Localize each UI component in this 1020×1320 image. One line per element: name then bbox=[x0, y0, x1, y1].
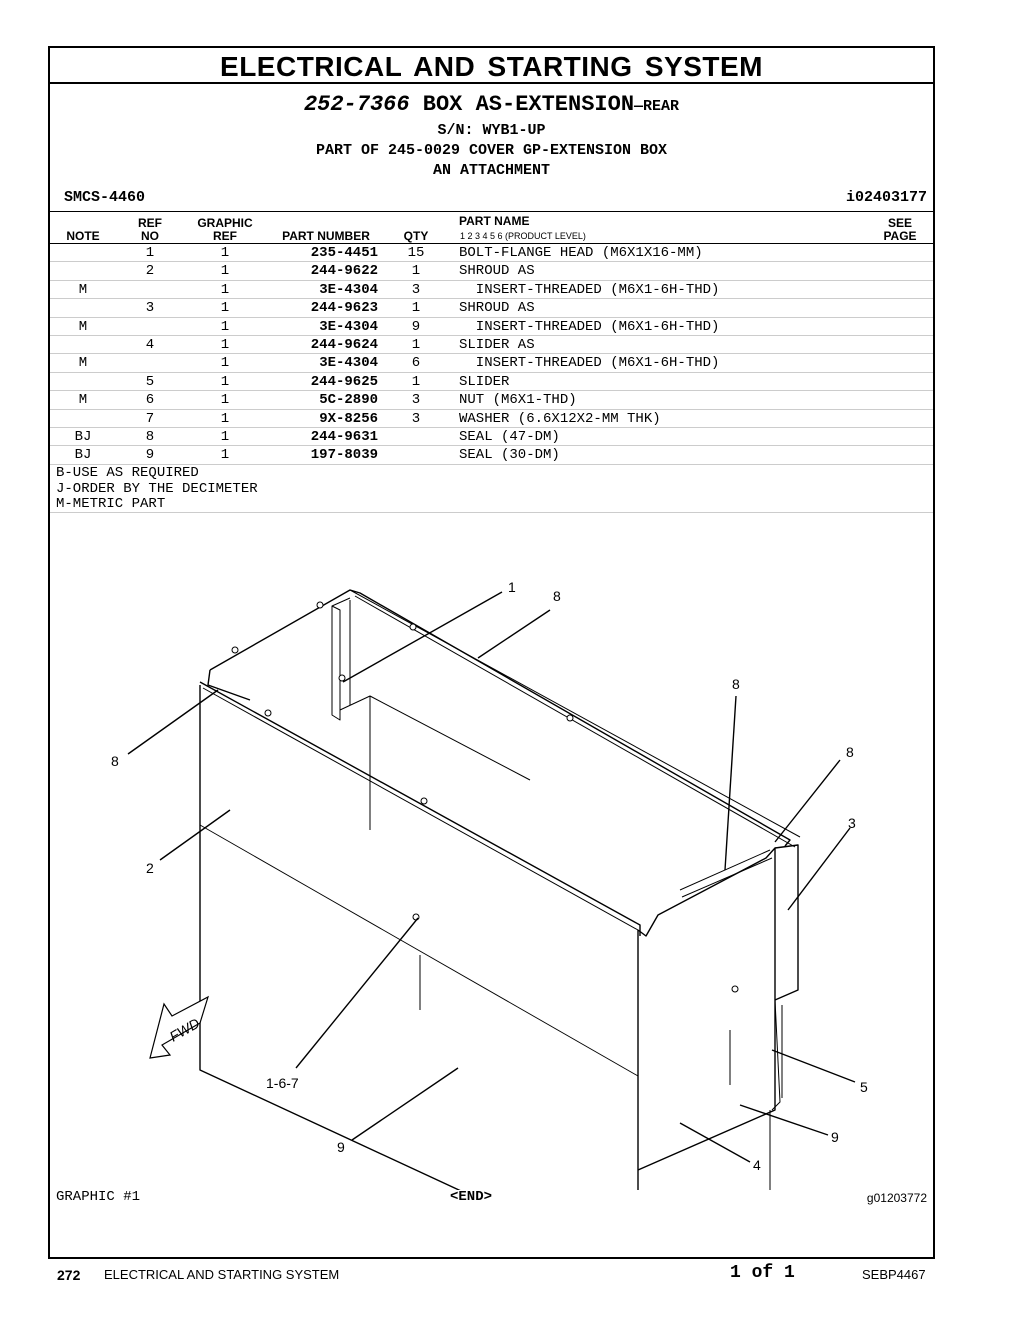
part-name-cell: SLIDER bbox=[459, 373, 510, 390]
qty-cell: 9 bbox=[411, 318, 421, 335]
front-panel-seam bbox=[200, 825, 638, 1076]
graphic-ref-cell: 1 bbox=[220, 410, 230, 427]
bolt-heads bbox=[232, 602, 738, 992]
fwd-label: FWD bbox=[166, 1014, 203, 1045]
inner-divider bbox=[332, 606, 340, 720]
part-name-cell: SHROUD AS bbox=[459, 300, 535, 317]
leader-lines bbox=[128, 592, 855, 1162]
part-number-cell: 5C-2890 bbox=[319, 392, 378, 409]
table-row bbox=[50, 446, 933, 464]
table-row bbox=[50, 373, 933, 391]
part-name-cell: INSERT-THREADED (M6X1-6H-THD) bbox=[459, 281, 720, 298]
callout-1-6-7: 1-6-7 bbox=[266, 1075, 299, 1091]
qty-cell: 15 bbox=[407, 245, 425, 261]
note-cell: M bbox=[78, 355, 88, 372]
part-number-cell: 244-9622 bbox=[310, 263, 378, 280]
graphic-ref-cell: 1 bbox=[220, 373, 230, 390]
graphic-label: GRAPHIC #1 bbox=[56, 1189, 141, 1205]
callout-1: 1 bbox=[508, 579, 516, 595]
note-m: M-METRIC PART bbox=[56, 496, 166, 512]
graphic-ref-cell: 1 bbox=[220, 281, 230, 298]
part-of-line: PART OF 245-0029 COVER GP-EXTENSION BOX bbox=[315, 142, 668, 159]
table-row bbox=[50, 299, 933, 317]
ref-no-cell: 1 bbox=[145, 245, 155, 261]
qty-cell: 3 bbox=[411, 410, 421, 427]
graphic-ref-cell: 1 bbox=[220, 318, 230, 335]
back-rail bbox=[210, 590, 790, 846]
footer-page-number: 272 bbox=[57, 1267, 81, 1283]
qty-cell: 1 bbox=[411, 263, 421, 280]
table-row bbox=[50, 318, 933, 336]
callout-3: 3 bbox=[848, 815, 856, 831]
qty-cell: 1 bbox=[411, 373, 421, 390]
part-number-cell: 3E-4304 bbox=[319, 318, 378, 335]
footer-section: ELECTRICAL AND STARTING SYSTEM bbox=[104, 1267, 340, 1282]
part-name-cell: SEAL (47-DM) bbox=[459, 428, 560, 445]
graphic-ref-cell: 1 bbox=[220, 428, 230, 445]
smcs-code: SMCS-4460 bbox=[64, 189, 146, 206]
qty-cell: 3 bbox=[411, 392, 421, 409]
part-number-cell: 197-8039 bbox=[310, 447, 378, 464]
shroud-3 bbox=[775, 845, 798, 1000]
serial-number: S/N: WYB1-UP bbox=[437, 122, 546, 139]
ref-no-cell: 4 bbox=[145, 336, 155, 353]
ref-no-cell: 7 bbox=[145, 410, 155, 427]
header-graphic-ref: GRAPHIC REF bbox=[197, 216, 253, 243]
header-qty: QTY bbox=[403, 229, 429, 243]
notes-list bbox=[56, 466, 258, 513]
assembly-name: BOX AS-EXTENSION bbox=[422, 92, 635, 117]
table-row bbox=[50, 281, 933, 299]
note-b: B-USE AS REQUIRED bbox=[56, 465, 199, 481]
table-row bbox=[50, 354, 933, 372]
part-name-cell: NUT (M6X1-THD) bbox=[459, 392, 577, 409]
part-name-cell: INSERT-THREADED (M6X1-6H-THD) bbox=[459, 318, 720, 335]
graphic-ref-cell: 1 bbox=[220, 245, 230, 261]
product-level: 1 2 3 4 5 6 (PRODUCT LEVEL) bbox=[460, 231, 586, 241]
part-number-cell: 244-9623 bbox=[310, 300, 378, 317]
header-part-name: PART NAME bbox=[459, 214, 530, 228]
qty-cell: 1 bbox=[411, 300, 421, 317]
note-cell: BJ bbox=[74, 447, 92, 464]
callout-9-right: 9 bbox=[831, 1129, 839, 1145]
end-tag: <END> bbox=[450, 1189, 493, 1205]
header-part-number: PART NUMBER bbox=[282, 229, 370, 243]
ref-no-cell: 6 bbox=[145, 392, 155, 409]
assembly-suffix: —REAR bbox=[634, 98, 680, 115]
callout-8-far-right: 8 bbox=[846, 744, 854, 760]
table-row bbox=[50, 410, 933, 428]
section-title: ELECTRICAL AND STARTING SYSTEM bbox=[50, 48, 933, 84]
part-number-cell: 3E-4304 bbox=[319, 355, 378, 372]
ref-no-cell: 2 bbox=[145, 263, 155, 280]
note-cell: M bbox=[78, 281, 88, 298]
qty-cell: 6 bbox=[411, 355, 421, 372]
end-panel bbox=[638, 848, 775, 1170]
part-number-cell: 235-4451 bbox=[310, 245, 378, 261]
assembly-title bbox=[50, 92, 933, 117]
header-see-page: SEE PAGE bbox=[883, 216, 917, 243]
part-number-cell: 244-9625 bbox=[310, 373, 378, 390]
graphic-ref-cell: 1 bbox=[220, 263, 230, 280]
note-j: J-ORDER BY THE DECIMETER bbox=[56, 480, 258, 497]
header-ref-no: REF NO bbox=[138, 216, 162, 243]
graphic-ref-cell: 1 bbox=[220, 336, 230, 353]
part-name-cell: SEAL (30-DM) bbox=[459, 447, 560, 464]
ref-no-cell: 3 bbox=[145, 300, 155, 317]
ref-no-cell: 8 bbox=[145, 428, 155, 445]
part-number-cell: 3E-4304 bbox=[319, 281, 378, 298]
graphic-ref-cell: 1 bbox=[220, 392, 230, 409]
graphic-ref-cell: 1 bbox=[220, 355, 230, 372]
header-note: NOTE bbox=[66, 229, 100, 243]
ref-no-cell: 9 bbox=[145, 447, 155, 464]
part-name-cell: WASHER (6.6X12X2-MM THK) bbox=[459, 410, 661, 427]
attachment-line: AN ATTACHMENT bbox=[432, 162, 551, 179]
graphic-ref-cell: 1 bbox=[220, 300, 230, 317]
qty-cell: 3 bbox=[411, 281, 421, 298]
part-name-cell: BOLT-FLANGE HEAD (M6X1X16-MM) bbox=[459, 245, 703, 261]
callout-8-left: 8 bbox=[111, 753, 119, 769]
table-row bbox=[50, 428, 933, 446]
header-divider bbox=[50, 211, 933, 212]
qty-cell: 1 bbox=[411, 336, 421, 353]
table-row bbox=[50, 244, 933, 262]
front-panel bbox=[200, 685, 638, 1190]
callout-4: 4 bbox=[753, 1157, 761, 1173]
exploded-view-diagram bbox=[50, 510, 930, 1190]
ref-no-cell: 5 bbox=[145, 373, 155, 390]
graphic-ref-cell: 1 bbox=[220, 447, 230, 464]
callout-8-top: 8 bbox=[553, 588, 561, 604]
footer-page-of: 1 of 1 bbox=[730, 1263, 795, 1283]
assembly-number: 252-7366 bbox=[303, 92, 410, 117]
illustration-id: i02403177 bbox=[845, 189, 927, 206]
table-row bbox=[50, 336, 933, 354]
callout-2: 2 bbox=[146, 860, 154, 876]
graphic-id: g01203772 bbox=[866, 1191, 927, 1205]
callout-5: 5 bbox=[860, 1079, 868, 1095]
part-name-cell: INSERT-THREADED (M6X1-6H-THD) bbox=[459, 355, 720, 372]
part-number-cell: 244-9624 bbox=[310, 336, 378, 353]
part-number-cell: 244-9631 bbox=[310, 428, 378, 445]
callout-9-bottom: 9 bbox=[337, 1139, 345, 1155]
footer-doc-id: SEBP4467 bbox=[862, 1267, 926, 1282]
table-row bbox=[50, 391, 933, 409]
note-cell: M bbox=[78, 392, 88, 409]
table-row bbox=[50, 262, 933, 280]
callout-8-right: 8 bbox=[732, 676, 740, 692]
part-number-cell: 9X-8256 bbox=[319, 410, 378, 427]
part-name-cell: SHROUD AS bbox=[459, 263, 535, 280]
parts-table bbox=[50, 243, 933, 465]
part-name-cell: SLIDER AS bbox=[459, 336, 535, 353]
note-cell: M bbox=[78, 318, 88, 335]
note-cell: BJ bbox=[74, 428, 92, 445]
